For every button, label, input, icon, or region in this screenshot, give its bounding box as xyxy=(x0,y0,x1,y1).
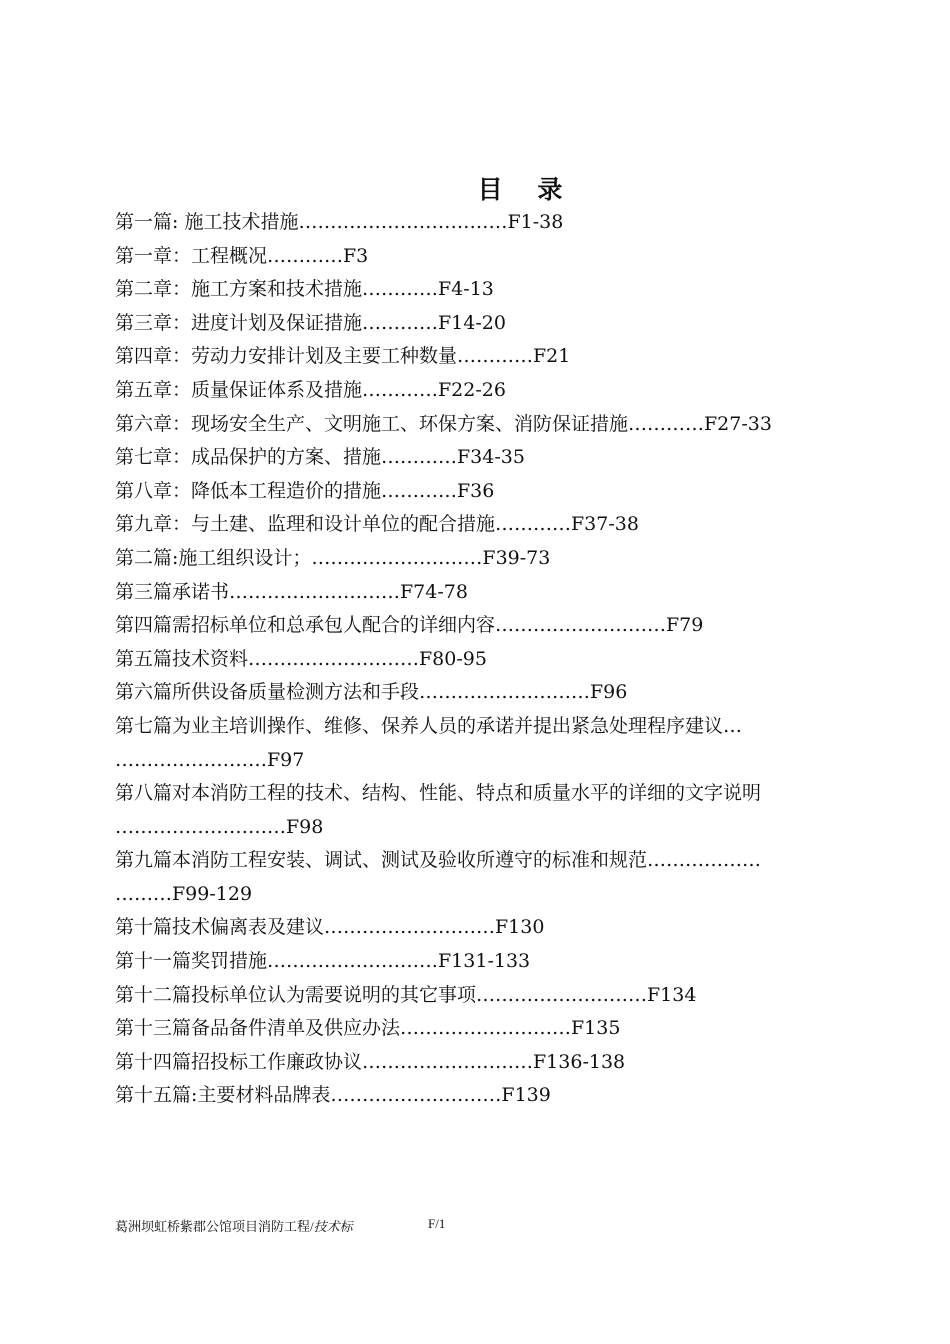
table-of-contents xyxy=(115,206,855,1113)
toc-entry: 第一章：工程概况…………F3 xyxy=(115,244,369,267)
toc-entry: 第五篇技术资料………………………F80-95 xyxy=(115,647,487,670)
toc-entry: 第六章：现场安全生产、文明施工、环保方案、消防保证措施…………F27-33 xyxy=(115,412,772,435)
toc-entry: 第五章：质量保证体系及措施…………F22-26 xyxy=(115,378,506,401)
toc-entry: 第六篇所供设备质量检测方法和手段………………………F96 xyxy=(115,681,628,704)
footer-page-number: F/1 xyxy=(428,1216,446,1231)
toc-entry: 第十一篇奖罚措施………………………F131-133 xyxy=(115,950,531,973)
toc-entry: 第二篇:施工组织设计；………………………F39-73 xyxy=(115,546,551,569)
page-footer xyxy=(115,1216,446,1235)
toc-entry: 第十三篇备品备件清单及供应办法………………………F135 xyxy=(115,1017,621,1040)
toc-entry: 第八章：降低本工程造价的措施…………F36 xyxy=(115,479,495,502)
toc-entry: ……………………F97 xyxy=(115,748,305,771)
toc-entry: 第十四篇招投标工作廉政协议………………………F136-138 xyxy=(115,1050,626,1073)
toc-entry: 第十篇技术偏离表及建议………………………F130 xyxy=(115,916,545,939)
toc-entry: ………F99-129 xyxy=(115,882,253,905)
toc-entry: 第九章：与土建、监理和设计单位的配合措施…………F37-38 xyxy=(115,513,639,536)
toc-entry: 第八篇对本消防工程的技术、结构、性能、特点和质量水平的详细的文字说明 xyxy=(115,782,762,805)
footer-project-name: 葛洲坝虹桥紫郡公馆项目消防工程/ xyxy=(115,1219,314,1234)
toc-entry: 第四篇需招标单位和总承包人配合的详细内容………………………F79 xyxy=(115,614,704,637)
toc-entry: 第九篇本消防工程安装、调试、测试及验收所遵守的标准和规范……………… xyxy=(115,849,762,872)
toc-entry: ………………………F98 xyxy=(115,815,324,838)
toc-entry: 第三章：进度计划及保证措施…………F14-20 xyxy=(115,311,506,334)
toc-entry: 第四章：劳动力安排计划及主要工种数量…………F21 xyxy=(115,345,571,368)
toc-entry: 第七章：成品保护的方案、措施…………F34-35 xyxy=(115,446,525,469)
footer-doc-type: 技术标 xyxy=(313,1219,353,1234)
toc-entry: 第一篇: 施工技术措施……………………………F1-38 xyxy=(115,211,564,233)
toc-entry: 第十二篇投标单位认为需要说明的其它事项………………………F134 xyxy=(115,983,697,1006)
toc-entry: 第二章：施工方案和技术措施…………F4-13 xyxy=(115,278,494,301)
toc-entry: 第三篇承诺书………………………F74-78 xyxy=(115,580,468,603)
toc-entry: 第七篇为业主培训操作、维修、保养人员的承诺并提出紧急处理程序建议… xyxy=(115,714,743,737)
toc-entry: 第十五篇:主要材料品牌表………………………F139 xyxy=(115,1084,551,1107)
page-title: 目 录 xyxy=(477,175,563,204)
